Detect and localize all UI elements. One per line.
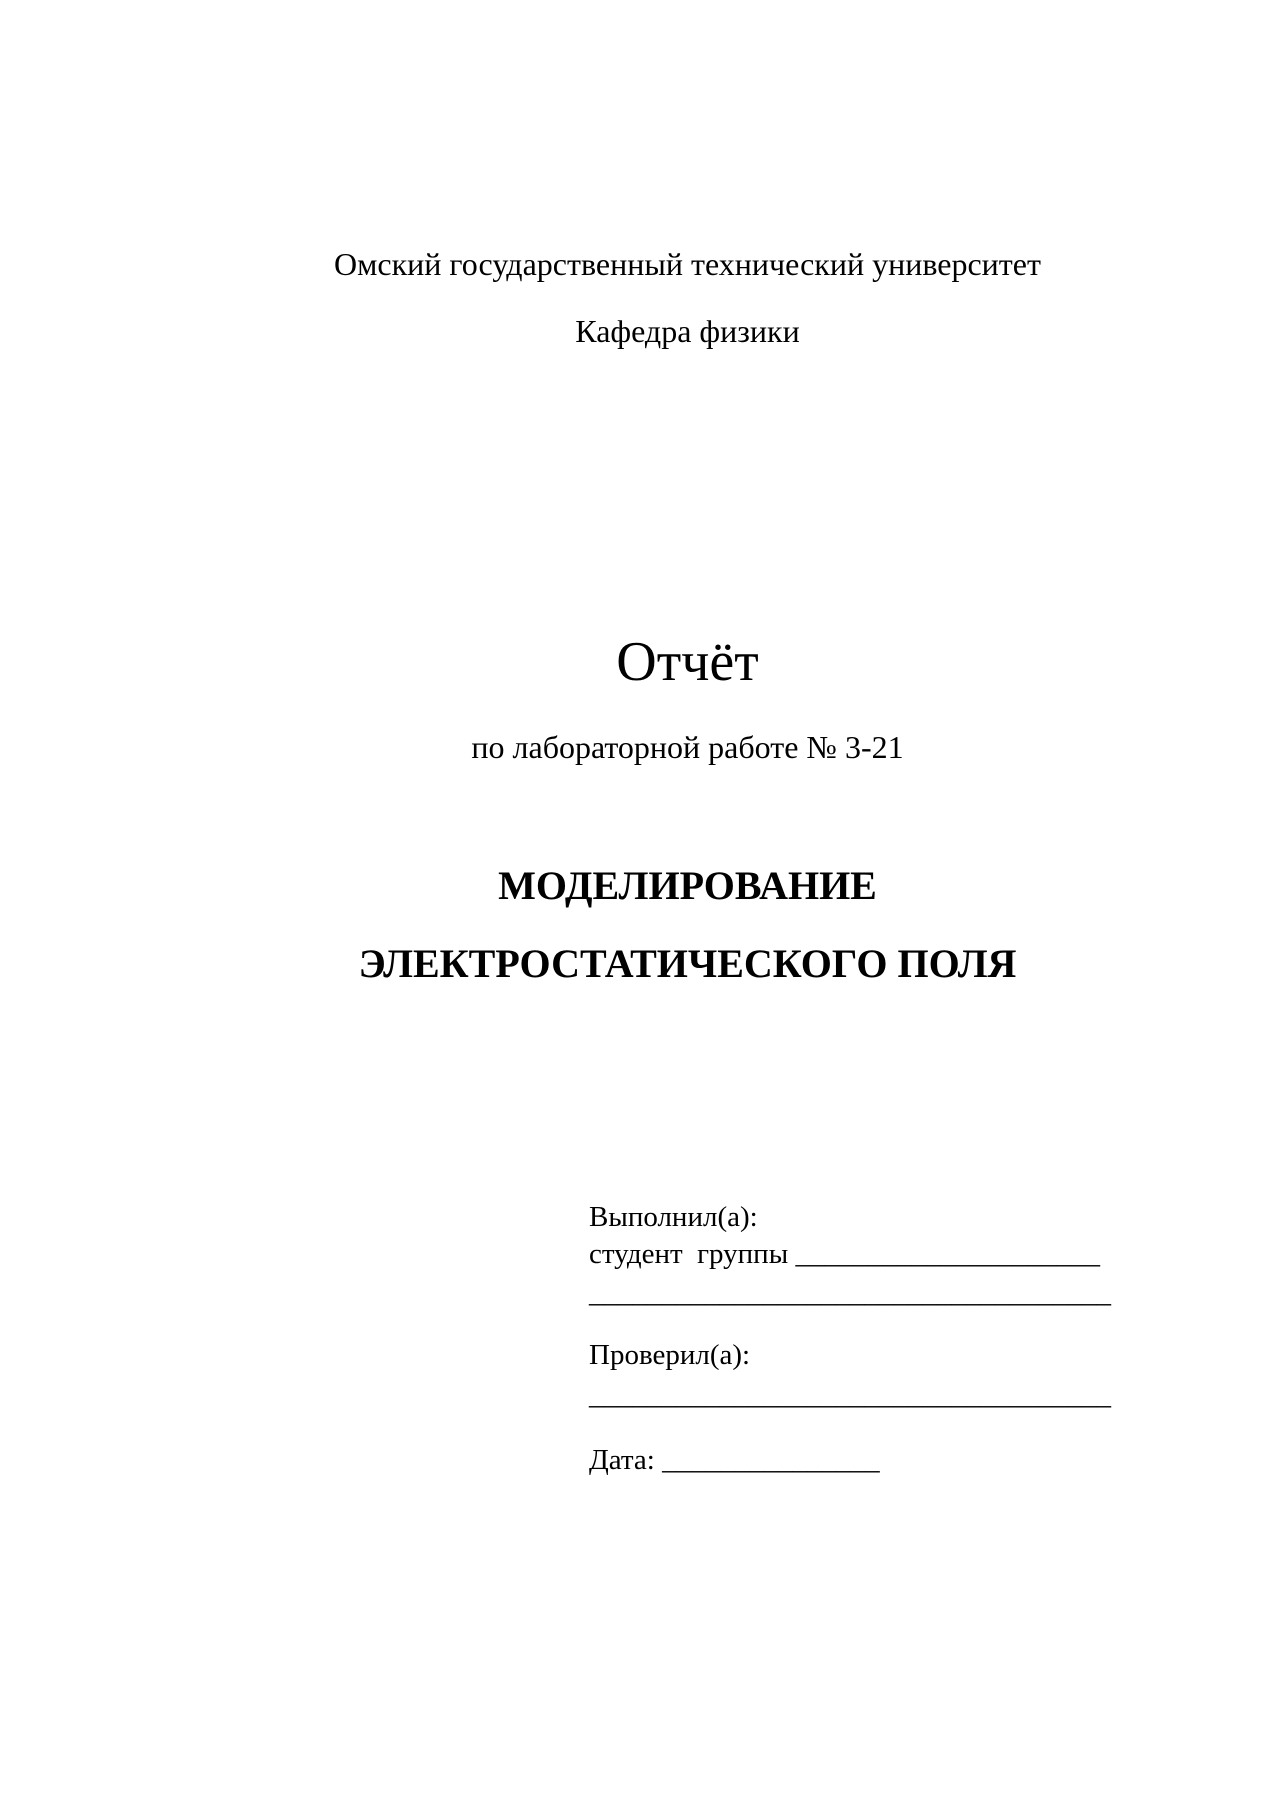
student-group-line: студент группы _____________________ bbox=[589, 1238, 1100, 1270]
topic-line-1: МОДЕЛИРОВАНИЕ bbox=[498, 863, 877, 908]
performed-blank-line: ____________________________________ bbox=[589, 1277, 1111, 1309]
date-line: Дата: _______________ bbox=[589, 1444, 880, 1476]
university-name: Омский государственный технический университет bbox=[334, 246, 1041, 282]
checked-blank-line: ____________________________________ bbox=[589, 1379, 1111, 1411]
topic-line-2: ЭЛЕКТРОСТАТИЧЕСКОГО ПОЛЯ bbox=[358, 941, 1017, 986]
report-title: Отчёт bbox=[616, 631, 759, 693]
department-name: Кафедра физики bbox=[575, 313, 800, 349]
checked-label: Проверил(а): bbox=[589, 1339, 751, 1371]
performed-label: Выполнил(а): bbox=[589, 1201, 758, 1233]
lab-work-number: по лабораторной работе № 3-21 bbox=[471, 729, 904, 765]
